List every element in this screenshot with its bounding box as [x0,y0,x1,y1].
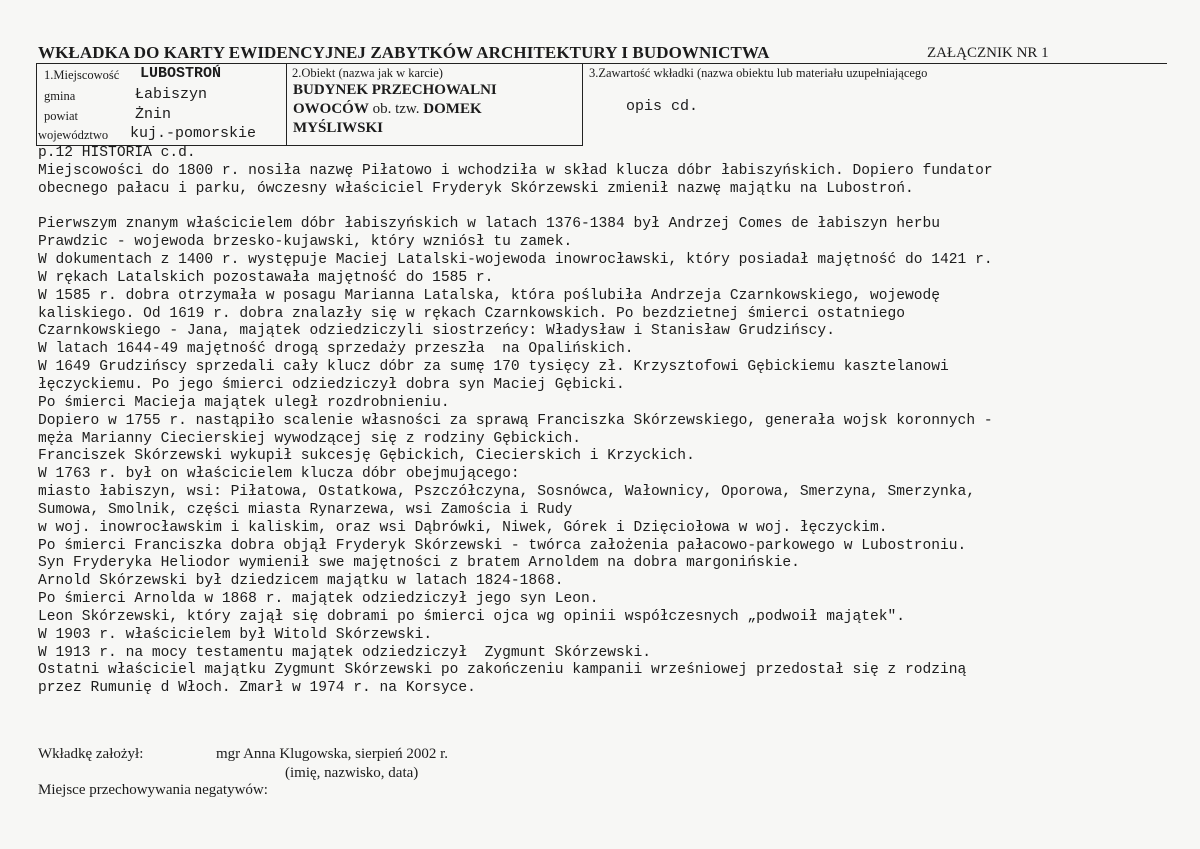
history-line: W 1763 r. był on właścicielem klucza dóbr obejmującego: [38,466,520,483]
history-line: Po śmierci Arnolda w 1868 r. majątek odziedziczył jego syn Leon. [38,591,599,608]
history-line: przez Rumunię d Włoch. Zmarł w 1974 r. na Korsyce. [38,680,476,697]
object-name-line-1: BUDYNEK PRZECHOWALNI [293,82,497,98]
history-line: Sumowa, Smolnik, części miasta Rynarzewa, wsi Zamościa i Rudy [38,501,573,518]
location-label: 1.Miejscowość [44,68,120,82]
history-line: kaliskiego. Od 1619 r. dobra znalazły się w rękach Czarnkowskich. Po bezdzietnej śmierci ostatniego [38,305,906,322]
object-name-part-c: DOMEK [423,101,482,117]
object-label: 2.Obiekt (nazwa jak w karcie) [292,66,443,80]
header-left-rule [36,63,37,145]
object-name-part-a: OWOCÓW [293,101,369,117]
object-name-line-2 [293,100,497,119]
history-line: męża Marianny Ciecierskiej wywodzącej się z rodziny Gębickich. [38,430,581,447]
history-line: Dopiero w 1755 r. nastąpiło scalenie własności za sprawą Franciszka Skórzewskiego, generała wojsk koronnych - [38,412,993,429]
history-text [38,145,1178,698]
history-line: Miejscowości do 1800 r. nosiła nazwę Piłatowo i wchodziła w skład klucza dóbr łabiszyńskich. Dopiero fundator [38,162,993,179]
object-name [293,81,497,138]
history-line: W rękach Latalskich pozostawała majętność do 1585 r. [38,269,494,286]
gmina-label: gmina [44,89,76,103]
history-line: W 1585 r. dobra otrzymała w posagu Marianna Latalska, która poślubiła Andrzeja Czarnkowskiego, wojewodę [38,287,941,304]
history-line: w woj. inowrocławskim i kaliskim, oraz wsi Dąbrówki, Niwek, Górek i Dzięciołowa w woj. łęczyckim. [38,519,888,536]
content-label: 3.Zawartość wkładki (nazwa obiektu lub materiału uzupełniającego [589,66,928,80]
history-line: Syn Fryderyka Heliodor wymienił swe majętności z bratem Arnoldem na dobra margonińskie. [38,555,800,572]
powiat-value: Żnin [135,106,172,123]
history-line: Leon Skórzewski, który zajął się dobrami po śmierci ojca wg opinii współczesnych „podwoił majątek". [38,608,906,625]
history-line: Czarnkowskiego - Jana, majątek odziedziczyli siostrzeńcy: Władysław i Stanisław Grudzińscy. [38,323,835,340]
history-line: obecnego pałacu i parku, ówczesny właściciel Fryderyk Skórzewski zmienił nazwę majątku na Lubostroń. [38,180,914,197]
history-line: Ostatni właściciel majątku Zygmunt Skórzewski po zakończeniu kampanii wrześniowej przedostał się z rodziną [38,662,967,679]
object-name-part-b: ob. tzw. [368,101,424,117]
history-line: W 1649 Grudzińscy sprzedali cały klucz dóbr za sumę 170 tysięcy zł. Krzysztofowi Gębickiemu kasztelanowi [38,359,949,376]
history-line: Arnold Skórzewski był dziedzicem majątku w latach 1824-1868. [38,573,564,590]
history-line: Po śmierci Franciszka dobra objął Fryderyk Skórzewski - twórca założenia pałacowo-parkowego w Lubostroniu. [38,537,967,554]
history-line: W 1913 r. na mocy testamentu majątek odziedziczył Zygmunt Skórzewski. [38,644,652,661]
negatives-label: Miejsce przechowywania negatywów: [38,782,268,798]
form-title: WKŁADKA DO KARTY EWIDENCYJNEJ ZABYTKÓW ARCHITEKTURY I BUDOWNICTWA [38,43,770,62]
history-line: W latach 1644-49 majętność drogą sprzedaży przeszła na Opalińskich. [38,341,634,358]
history-line: Franciszek Skórzewski wykupił sukcesję Gębickich, Ciecierskich i Krzyckich. [38,448,695,465]
header-divider-2 [582,63,583,145]
history-line [38,199,1178,217]
history-line: p.12 HISTORIA c.d. [38,145,196,161]
author-label: Wkładkę założył: [38,746,144,762]
gmina-value: Łabiszyn [135,86,208,103]
history-line: łęczyckiemu. Po jego śmierci odziedziczył dobra syn Maciej Gębicki. [38,376,625,393]
annex-label: ZAŁĄCZNIK NR 1 [927,45,1049,61]
author-hint: (imię, nazwisko, data) [285,765,419,781]
history-line: W 1903 r. właścicielem był Witold Skórzewski. [38,626,433,643]
header-divider-1 [286,63,287,145]
history-line: Prawdzic - wojewoda brzesko-kujawski, który wzniósł tu zamek. [38,234,573,251]
history-line: Pierwszym znanym właścicielem dóbr łabiszyńskich w latach 1376-1384 był Andrzej Comes de łabiszyn herbu [38,216,941,233]
history-line: miasto łabiszyn, wsi: Piłatowa, Ostatkowa, Pszczółczyna, Sosnówca, Wałownicy, Oporowa, Smerzyna, Smerzynka, [38,484,976,501]
history-line: Po śmierci Macieja majątek uległ rozdrobnieniu. [38,394,450,411]
wojewodztwo-label: województwo [38,128,109,142]
header-top-rule [36,63,1167,64]
powiat-label: powiat [44,109,79,123]
content-value: opis cd. [626,98,699,115]
author-value: mgr Anna Klugowska, sierpień 2002 r. [216,746,449,762]
history-line: W dokumentach z 1400 r. występuje Maciej Latalski-wojewoda inowrocławski, który posiadał majętność do 1421 r. [38,252,993,269]
location-value: LUBOSTROŃ [140,65,222,82]
object-name-line-3: MYŚLIWSKI [293,120,384,136]
wojewodztwo-value: kuj.-pomorskie [130,125,257,142]
